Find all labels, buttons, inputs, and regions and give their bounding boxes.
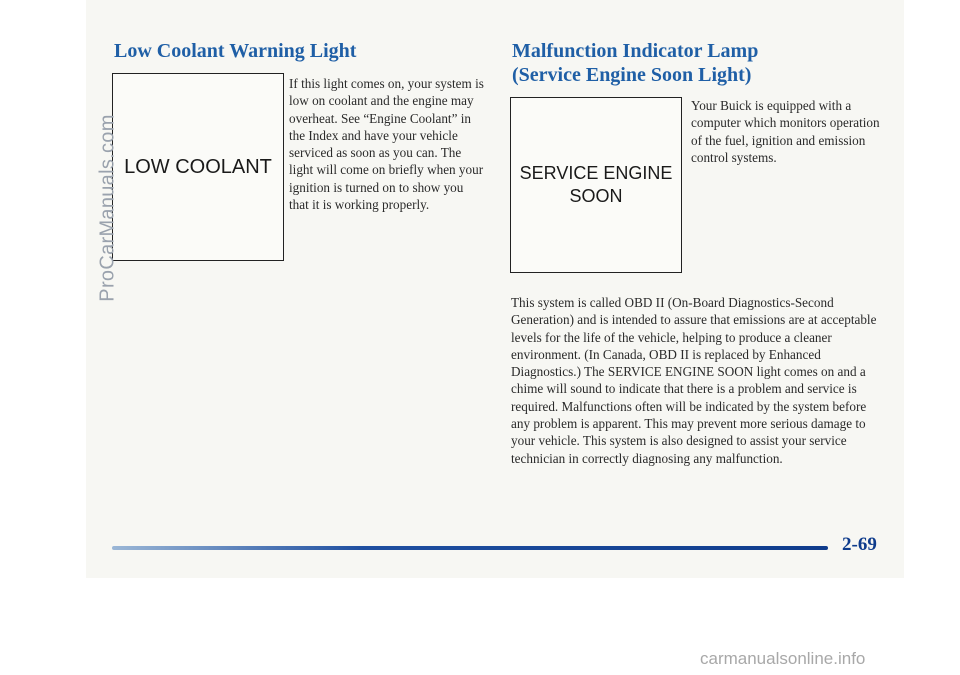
service-engine-indicator-text xyxy=(520,162,673,208)
service-engine-indicator-line2: SOON xyxy=(569,186,623,206)
malfunction-lamp-heading xyxy=(512,39,758,87)
bottom-watermark: carmanualsonline.info xyxy=(700,649,866,668)
obd-ii-paragraph: This system is called OBD II (On-Board Diagnostics-Second Generation) and is intended to assure that emissions are at acceptable levels for the life of the vehicle, helping to produce a cleaner environment. (In Canada, OBD II is replaced by Enhanced Diagnostics.) The SERVICE ENGINE SOON light comes on and a chime will sound to indicate that there is a problem and service is required. Malfunctions often will be indicated by the system before any problem is apparent. This may prevent more serious damage to your vehicle. This system is also designed to assist your service technician in correctly diagnosing any malfunction. xyxy=(511,295,877,466)
side-watermark: ProCarManuals.com xyxy=(96,114,119,302)
page-number: 2-69 xyxy=(842,534,877,555)
service-engine-indicator-line1: SERVICE ENGINE xyxy=(519,163,673,183)
malfunction-lamp-intro: Your Buick is equipped with a computer which monitors operation of the fuel, ignition and emission control systems. xyxy=(691,98,880,165)
low-coolant-indicator-box xyxy=(112,73,284,261)
malfunction-lamp-heading-line1: Malfunction Indicator Lamp xyxy=(512,40,759,62)
low-coolant-heading: Low Coolant Warning Light xyxy=(114,40,357,62)
low-coolant-paragraph: If this light comes on, your system is low on coolant and the engine may overheat. See “Engine Coolant” in the Index and have your vehicle serviced as soon as you can. The light will come on briefly when your ignition is turned on to show you that it is working properly. xyxy=(289,76,484,213)
low-coolant-indicator-text: LOW COOLANT xyxy=(124,155,272,178)
footer-rule xyxy=(112,546,828,550)
service-engine-indicator-box xyxy=(510,97,682,273)
malfunction-lamp-heading-line2: (Service Engine Soon Light) xyxy=(512,64,752,86)
